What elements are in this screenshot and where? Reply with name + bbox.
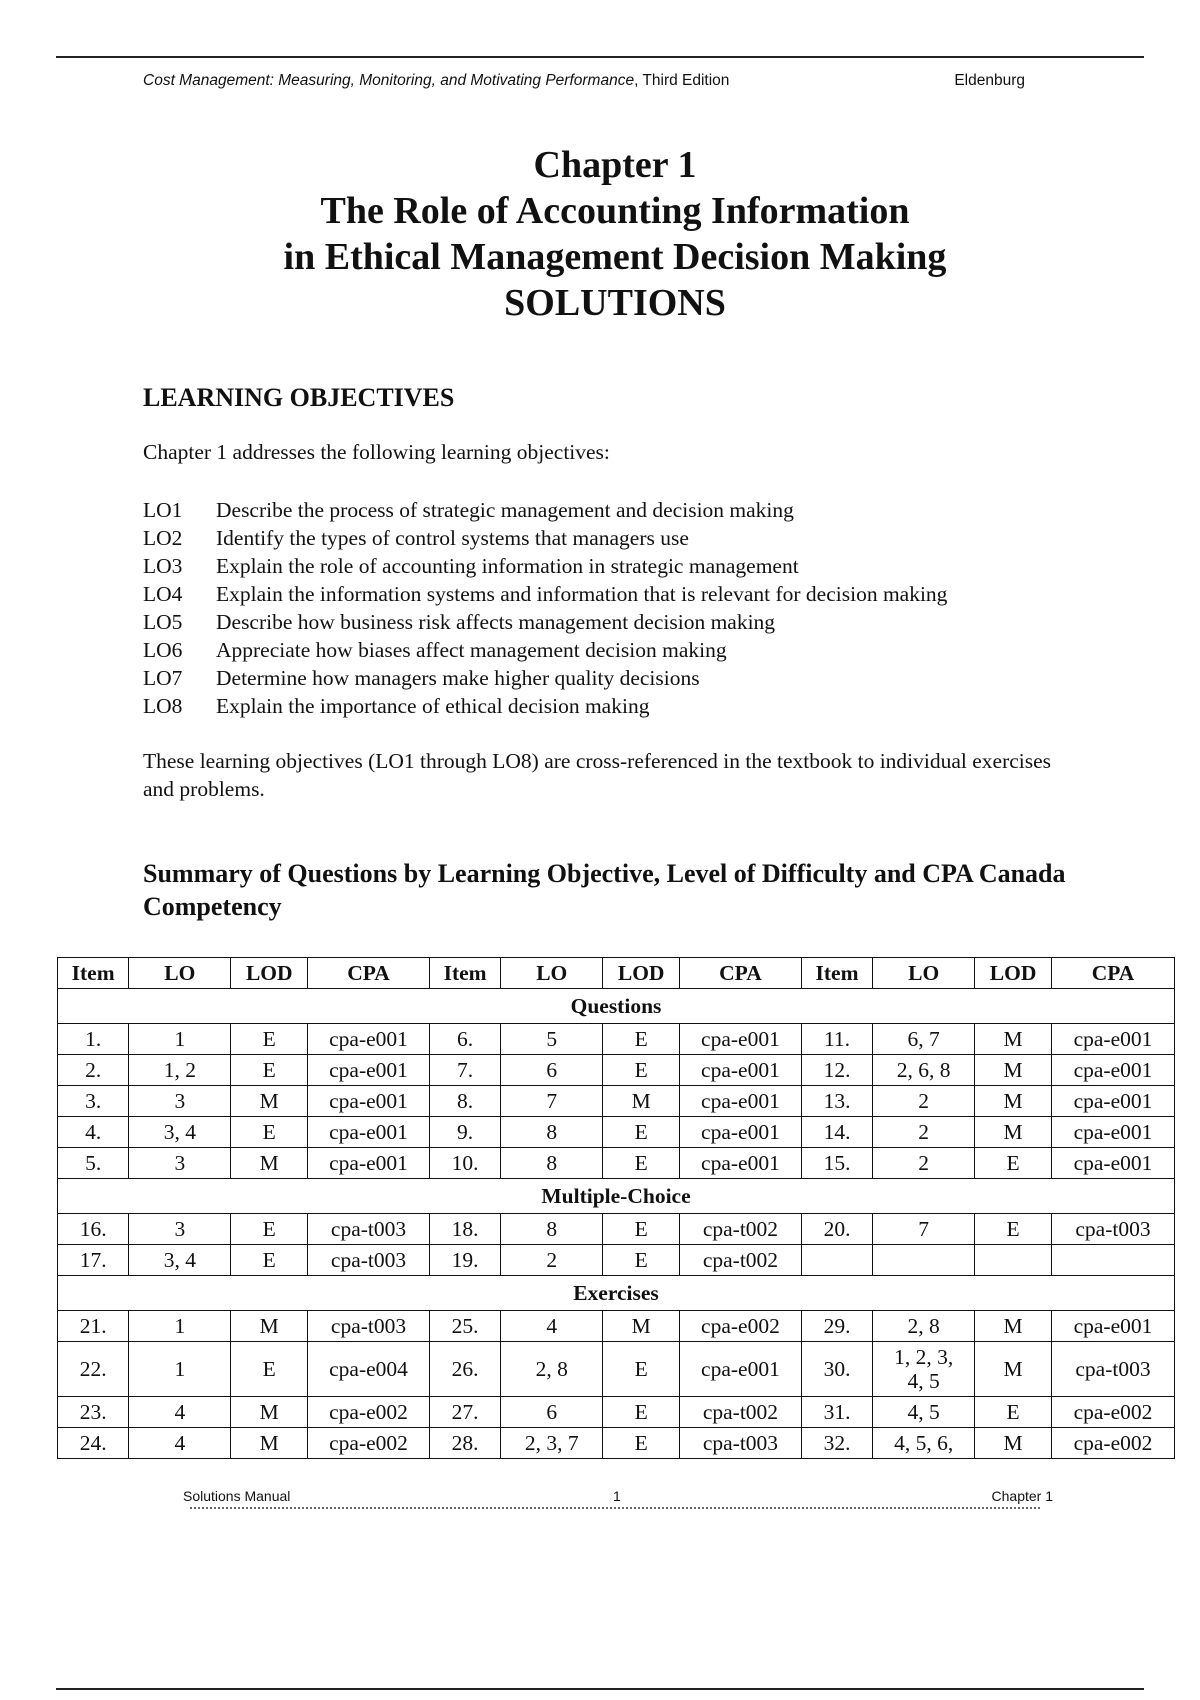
table-cell: M xyxy=(603,1086,680,1117)
table-cell: 22. xyxy=(58,1342,129,1397)
learning-objective-code: LO7 xyxy=(143,666,183,690)
table-cell: M xyxy=(231,1086,308,1117)
table-cell: 23. xyxy=(58,1397,129,1428)
table-cell: E xyxy=(603,1117,680,1148)
table-cell: 4, 5, 6, xyxy=(873,1428,975,1459)
table-cell: 16. xyxy=(58,1214,129,1245)
table-cell: 2 xyxy=(873,1148,975,1179)
table-cell: 32. xyxy=(801,1428,872,1459)
summary-table xyxy=(57,957,1175,1459)
learning-objective-item xyxy=(143,664,1083,692)
table-cell: E xyxy=(603,1024,680,1055)
table-cell: cpa-e001 xyxy=(1051,1117,1174,1148)
table-cell: cpa-e001 xyxy=(680,1086,802,1117)
table-cell: E xyxy=(603,1055,680,1086)
learning-objective-text: Explain the information systems and information that is relevant for decision making xyxy=(216,582,948,606)
table-cell: 1 xyxy=(129,1024,231,1055)
table-cell: cpa-t003 xyxy=(308,1245,430,1276)
learning-objectives-closing: These learning objectives (LO1 through LO8) are cross-referenced in the textbook to individual exercises and problems. xyxy=(143,749,1052,801)
column-header: LO xyxy=(501,958,603,989)
table-cell: cpa-t003 xyxy=(308,1214,430,1245)
table-cell: 4 xyxy=(129,1397,231,1428)
table-row xyxy=(58,1245,1175,1276)
learning-objective-item xyxy=(143,580,1083,608)
table-cell: cpa-e002 xyxy=(680,1311,802,1342)
table-cell: cpa-e001 xyxy=(1051,1148,1174,1179)
table-cell: M xyxy=(975,1055,1052,1086)
column-header: CPA xyxy=(1051,958,1174,989)
table-cell: E xyxy=(603,1245,680,1276)
table-cell: E xyxy=(975,1214,1052,1245)
table-cell: E xyxy=(603,1214,680,1245)
learning-objective-item xyxy=(143,636,1083,664)
table-cell: M xyxy=(975,1086,1052,1117)
table-cell: 4, 5 xyxy=(873,1397,975,1428)
table-cell: 21. xyxy=(58,1311,129,1342)
table-cell: 8 xyxy=(501,1148,603,1179)
learning-objectives-list xyxy=(143,496,1083,720)
learning-objective-code: LO3 xyxy=(143,554,183,578)
learning-objective-item xyxy=(143,552,1083,580)
table-cell: 2, 8 xyxy=(873,1311,975,1342)
table-cell: cpa-e001 xyxy=(680,1024,802,1055)
column-header: CPA xyxy=(680,958,802,989)
learning-objective-item xyxy=(143,608,1083,636)
table-cell: 3 xyxy=(129,1148,231,1179)
table-cell: 6 xyxy=(501,1397,603,1428)
table-cell: M xyxy=(231,1428,308,1459)
table-cell: M xyxy=(975,1117,1052,1148)
table-cell: 14. xyxy=(801,1117,872,1148)
table-row xyxy=(58,1086,1175,1117)
learning-objectives-intro: Chapter 1 addresses the following learning objectives: xyxy=(143,440,610,464)
table-cell: 2 xyxy=(873,1086,975,1117)
table-cell: M xyxy=(975,1342,1052,1397)
chapter-title-line-2: in Ethical Management Decision Making xyxy=(283,236,947,278)
table-row xyxy=(58,1024,1175,1055)
column-header: LO xyxy=(873,958,975,989)
table-cell: 17. xyxy=(58,1245,129,1276)
author-name: Eldenburg xyxy=(954,72,1025,89)
group-row xyxy=(58,1179,1175,1214)
table-cell: 28. xyxy=(429,1428,500,1459)
table-cell: cpa-t003 xyxy=(680,1428,802,1459)
table-cell: 19. xyxy=(429,1245,500,1276)
learning-objectives-heading: LEARNING OBJECTIVES xyxy=(143,383,455,412)
table-cell xyxy=(873,1245,975,1276)
footer-right: Chapter 1 xyxy=(991,1488,1053,1504)
table-cell: 6, 7 xyxy=(873,1024,975,1055)
table-cell: cpa-e001 xyxy=(1051,1055,1174,1086)
learning-objective-code: LO8 xyxy=(143,694,183,718)
table-cell: 2, 3, 7 xyxy=(501,1428,603,1459)
table-cell: cpa-t002 xyxy=(680,1214,802,1245)
chapter-number: Chapter 1 xyxy=(533,144,697,186)
table-cell: cpa-t003 xyxy=(308,1311,430,1342)
table-cell: cpa-t002 xyxy=(680,1245,802,1276)
table-cell: 1, 2, 3, 4, 5 xyxy=(873,1342,975,1397)
table-cell: 6 xyxy=(501,1055,603,1086)
table-row xyxy=(58,1148,1175,1179)
table-cell: cpa-e001 xyxy=(308,1024,430,1055)
table-cell: 5. xyxy=(58,1148,129,1179)
column-header: Item xyxy=(429,958,500,989)
table-cell xyxy=(801,1245,872,1276)
group-row xyxy=(58,989,1175,1024)
table-cell: 1 xyxy=(129,1342,231,1397)
table-cell: E xyxy=(231,1024,308,1055)
header-rule xyxy=(56,56,1144,58)
table-row xyxy=(58,1428,1175,1459)
summary-heading: Summary of Questions by Learning Objective, Level of Difficulty and CPA Canada Competency xyxy=(143,859,1066,921)
table-cell: E xyxy=(231,1245,308,1276)
column-header: LOD xyxy=(975,958,1052,989)
learning-objective-code: LO1 xyxy=(143,498,183,522)
table-cell: 2 xyxy=(873,1117,975,1148)
table-cell: E xyxy=(231,1214,308,1245)
table-cell: cpa-e002 xyxy=(308,1428,430,1459)
table-cell: cpa-t003 xyxy=(1051,1214,1174,1245)
table-cell: 25. xyxy=(429,1311,500,1342)
table-cell: 3 xyxy=(129,1086,231,1117)
table-cell: 4 xyxy=(129,1428,231,1459)
group-title: Multiple-Choice xyxy=(58,1179,1175,1214)
table-row xyxy=(58,1397,1175,1428)
table-cell: 5 xyxy=(501,1024,603,1055)
table-cell: 4 xyxy=(501,1311,603,1342)
learning-objective-text: Identify the types of control systems that managers use xyxy=(216,526,689,550)
learning-objective-code: LO6 xyxy=(143,638,183,662)
learning-objective-item xyxy=(143,524,1083,552)
table-cell: cpa-e002 xyxy=(1051,1397,1174,1428)
table-row xyxy=(58,1055,1175,1086)
column-header: CPA xyxy=(308,958,430,989)
table-cell: 27. xyxy=(429,1397,500,1428)
table-cell: cpa-e002 xyxy=(1051,1428,1174,1459)
table-row xyxy=(58,1311,1175,1342)
table-cell: 7 xyxy=(501,1086,603,1117)
table-cell: 18. xyxy=(429,1214,500,1245)
learning-objective-text: Explain the role of accounting information in strategic management xyxy=(216,554,799,578)
table-cell: E xyxy=(975,1148,1052,1179)
footer-left: Solutions Manual xyxy=(183,1488,291,1504)
learning-objective-text: Explain the importance of ethical decision making xyxy=(216,694,650,718)
column-header: LOD xyxy=(603,958,680,989)
page-number: 1 xyxy=(613,1488,621,1504)
learning-objective-text: Describe how business risk affects management decision making xyxy=(216,610,776,634)
learning-objective-item xyxy=(143,496,1083,524)
table-cell: 3, 4 xyxy=(129,1245,231,1276)
table-cell: 7. xyxy=(429,1055,500,1086)
footer-dotted-line xyxy=(190,1507,1040,1509)
bottom-rule xyxy=(56,1688,1144,1690)
table-cell: cpa-e001 xyxy=(1051,1311,1174,1342)
table-cell: E xyxy=(975,1397,1052,1428)
table-cell xyxy=(975,1245,1052,1276)
table-cell: M xyxy=(975,1311,1052,1342)
table-cell: E xyxy=(231,1055,308,1086)
table-cell: 4. xyxy=(58,1117,129,1148)
table-cell: cpa-e001 xyxy=(308,1148,430,1179)
solutions-label: SOLUTIONS xyxy=(504,282,726,324)
table-cell: cpa-e001 xyxy=(680,1148,802,1179)
table-cell: 3 xyxy=(129,1214,231,1245)
table-cell: 20. xyxy=(801,1214,872,1245)
table-cell: 10. xyxy=(429,1148,500,1179)
table-cell: 6. xyxy=(429,1024,500,1055)
learning-objective-code: LO2 xyxy=(143,526,183,550)
learning-objective-item xyxy=(143,692,1083,720)
table-cell: 7 xyxy=(873,1214,975,1245)
table-cell: M xyxy=(231,1148,308,1179)
learning-objective-text: Describe the process of strategic management and decision making xyxy=(216,498,794,522)
book-title: Cost Management: Measuring, Monitoring, and Motivating Performance, Third Edition xyxy=(143,72,730,89)
table-cell xyxy=(1051,1245,1174,1276)
group-row xyxy=(58,1276,1175,1311)
table-cell: 15. xyxy=(801,1148,872,1179)
table-cell: 29. xyxy=(801,1311,872,1342)
table-cell: M xyxy=(975,1024,1052,1055)
table-cell: E xyxy=(231,1117,308,1148)
table-cell: 2 xyxy=(501,1245,603,1276)
table-cell: E xyxy=(231,1342,308,1397)
table-cell: E xyxy=(603,1342,680,1397)
table-cell: M xyxy=(975,1428,1052,1459)
table-cell: M xyxy=(231,1397,308,1428)
table-cell: cpa-e001 xyxy=(308,1117,430,1148)
chapter-title-block xyxy=(0,142,1200,326)
table-cell: 11. xyxy=(801,1024,872,1055)
table-cell: 31. xyxy=(801,1397,872,1428)
table-cell: E xyxy=(603,1428,680,1459)
table-cell: cpa-e001 xyxy=(1051,1024,1174,1055)
table-cell: 8 xyxy=(501,1117,603,1148)
table-cell: E xyxy=(603,1397,680,1428)
table-row xyxy=(58,1342,1175,1397)
group-title: Questions xyxy=(58,989,1175,1024)
running-header xyxy=(143,72,1025,90)
table-cell: 30. xyxy=(801,1342,872,1397)
column-header: Item xyxy=(58,958,129,989)
table-cell: 1. xyxy=(58,1024,129,1055)
table-cell: cpa-e004 xyxy=(308,1342,430,1397)
table-cell: 1 xyxy=(129,1311,231,1342)
table-cell: cpa-e001 xyxy=(680,1055,802,1086)
learning-objective-code: LO4 xyxy=(143,582,183,606)
table-cell: 3. xyxy=(58,1086,129,1117)
table-cell: 8 xyxy=(501,1214,603,1245)
table-cell: 24. xyxy=(58,1428,129,1459)
learning-objective-text: Determine how managers make higher quality decisions xyxy=(216,666,700,690)
table-cell: 2, 8 xyxy=(501,1342,603,1397)
column-header: Item xyxy=(801,958,872,989)
table-cell: 3, 4 xyxy=(129,1117,231,1148)
table-cell: M xyxy=(603,1311,680,1342)
learning-objective-code: LO5 xyxy=(143,610,183,634)
table-cell: 8. xyxy=(429,1086,500,1117)
table-cell: E xyxy=(603,1148,680,1179)
learning-objective-text: Appreciate how biases affect management decision making xyxy=(216,638,727,662)
chapter-title-line-1: The Role of Accounting Information xyxy=(320,190,910,232)
table-cell: 12. xyxy=(801,1055,872,1086)
table-cell: cpa-t002 xyxy=(680,1397,802,1428)
column-header: LOD xyxy=(231,958,308,989)
column-header: LO xyxy=(129,958,231,989)
table-row xyxy=(58,1117,1175,1148)
table-cell: cpa-e001 xyxy=(680,1117,802,1148)
table-cell: cpa-e001 xyxy=(1051,1086,1174,1117)
group-title: Exercises xyxy=(58,1276,1175,1311)
table-header-row xyxy=(58,958,1175,989)
table-cell: cpa-e001 xyxy=(680,1342,802,1397)
table-cell: cpa-t003 xyxy=(1051,1342,1174,1397)
table-cell: M xyxy=(231,1311,308,1342)
table-cell: 2, 6, 8 xyxy=(873,1055,975,1086)
table-row xyxy=(58,1214,1175,1245)
table-cell: 9. xyxy=(429,1117,500,1148)
table-cell: 1, 2 xyxy=(129,1055,231,1086)
table-cell: cpa-e001 xyxy=(308,1055,430,1086)
table-cell: cpa-e002 xyxy=(308,1397,430,1428)
table-cell: cpa-e001 xyxy=(308,1086,430,1117)
table-cell: 2. xyxy=(58,1055,129,1086)
table-cell: 26. xyxy=(429,1342,500,1397)
table-cell: 13. xyxy=(801,1086,872,1117)
